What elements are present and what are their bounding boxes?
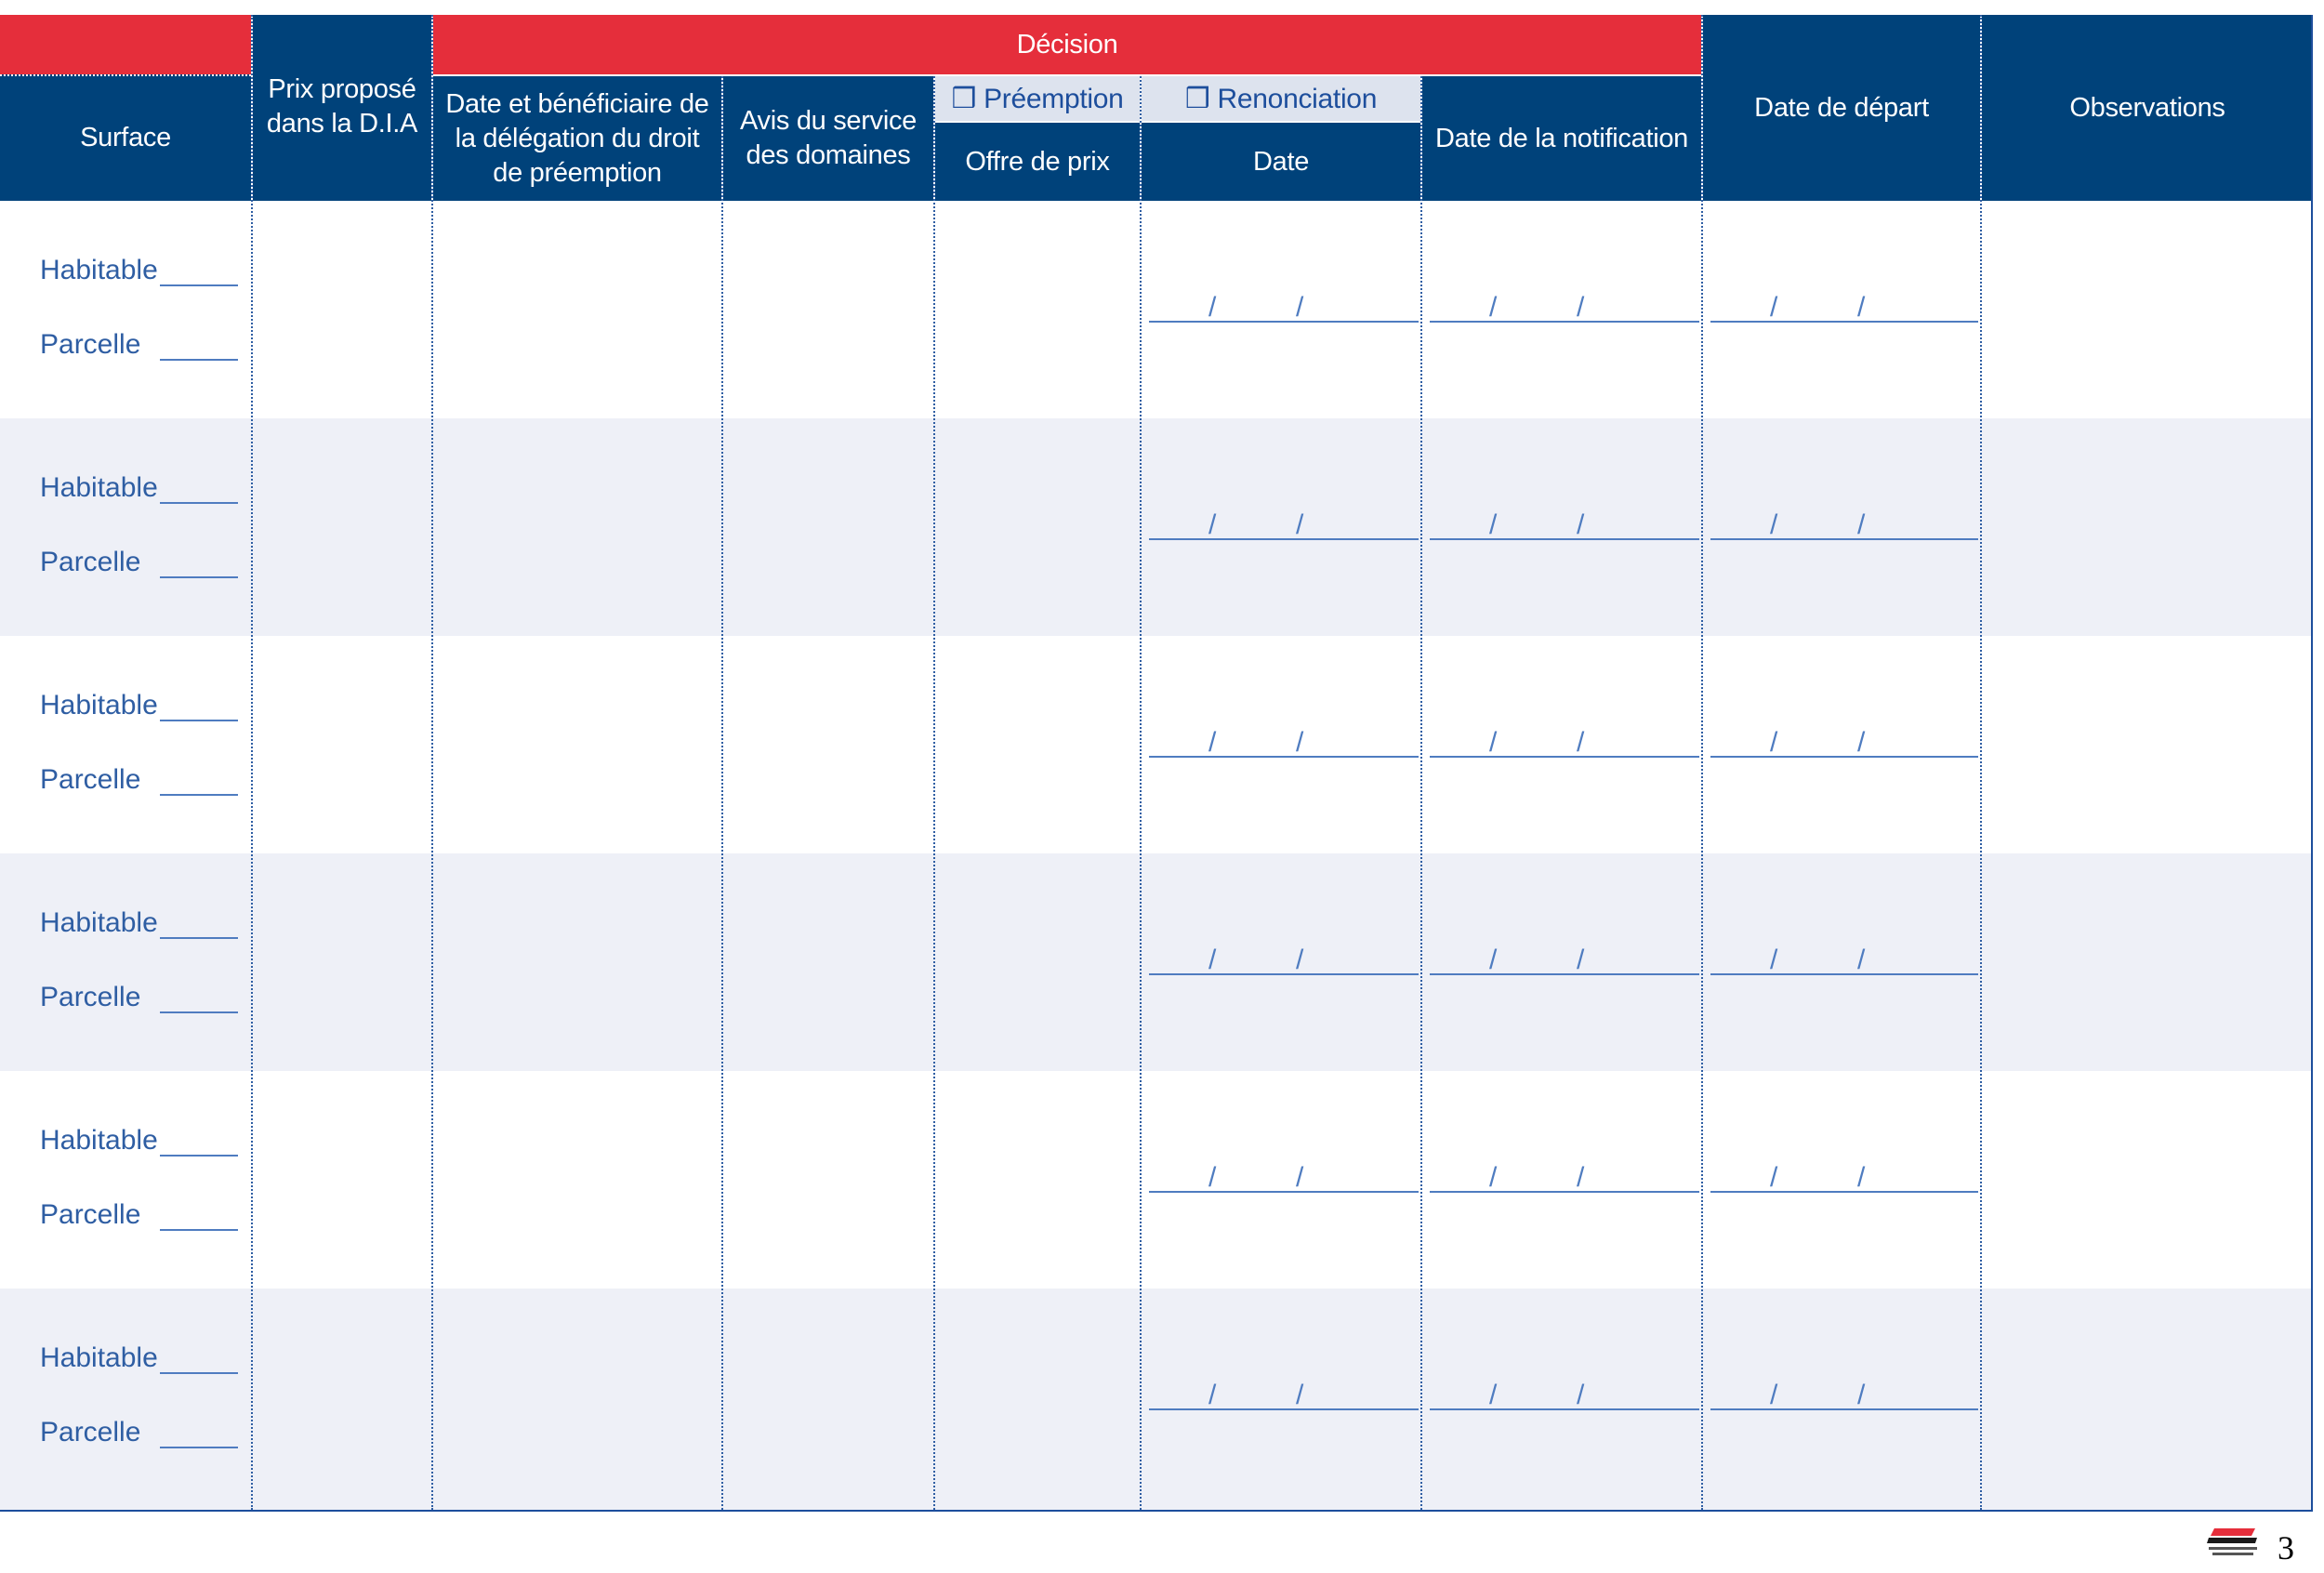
date-separators: / <box>1577 292 1585 323</box>
header-date <box>1142 123 1420 201</box>
column-divider <box>1140 76 1142 1510</box>
table-row <box>0 1071 2313 1289</box>
date-separators: / <box>1208 292 1217 323</box>
header-offre-label: Offre de prix <box>965 146 1110 177</box>
table-row <box>0 1289 2313 1510</box>
header-avis <box>723 76 933 201</box>
header-preemption-label: ❒ Préemption <box>951 83 1124 114</box>
header-date-label: Date <box>1252 146 1310 177</box>
date-separators: / <box>1489 1380 1498 1410</box>
depart-blank[interactable] <box>1710 973 1978 975</box>
date-separators: / <box>1296 945 1304 975</box>
habitable-label: Habitable <box>40 690 158 720</box>
date-separators: / <box>1770 1380 1778 1410</box>
header-date-beneficiaire <box>433 76 721 201</box>
column-divider <box>721 76 723 1510</box>
header-separator <box>433 74 1701 76</box>
notification-blank[interactable] <box>1430 1191 1699 1193</box>
depart-blank[interactable] <box>1710 1408 1978 1410</box>
depart-blank[interactable] <box>1710 756 1978 758</box>
date-separators: / <box>1208 1380 1217 1410</box>
date-separators: / <box>1770 727 1778 758</box>
date-separators: / <box>1208 1162 1217 1193</box>
notification-blank[interactable] <box>1430 973 1699 975</box>
habitable-blank[interactable] <box>160 720 238 721</box>
date-separators: / <box>1208 509 1217 540</box>
date-separators: / <box>1857 727 1866 758</box>
date-separators: / <box>1208 945 1217 975</box>
date-blank[interactable] <box>1149 973 1419 975</box>
date-separators: / <box>1296 1380 1304 1410</box>
habitable-blank[interactable] <box>160 284 238 286</box>
depart-blank[interactable] <box>1710 538 1978 540</box>
parcelle-blank[interactable] <box>160 576 238 578</box>
header-offre <box>935 123 1140 201</box>
surface-red-strip <box>0 15 251 74</box>
header-observations <box>1982 15 2313 201</box>
table-row <box>0 853 2313 1071</box>
header-preemption <box>935 76 1140 121</box>
date-separators: / <box>1770 509 1778 540</box>
habitable-blank[interactable] <box>160 502 238 504</box>
date-blank[interactable] <box>1149 321 1419 323</box>
header-prix <box>253 15 431 201</box>
header-depart-label: Date de départ <box>1754 92 1929 123</box>
date-separators: / <box>1770 945 1778 975</box>
parcelle-label: Parcelle <box>40 1199 141 1230</box>
date-blank[interactable] <box>1149 1191 1419 1193</box>
date-separators: / <box>1208 727 1217 758</box>
date-separators: / <box>1489 945 1498 975</box>
header-decision <box>433 15 1701 74</box>
header-observations-label: Observations <box>2069 92 2225 123</box>
header-depart <box>1703 15 1980 201</box>
habitable-label: Habitable <box>40 907 158 938</box>
notification-blank[interactable] <box>1430 756 1699 758</box>
header-notification <box>1422 76 1701 201</box>
date-blank[interactable] <box>1149 538 1419 540</box>
date-separators: / <box>1770 1162 1778 1193</box>
date-separators: / <box>1857 1162 1866 1193</box>
parcelle-label: Parcelle <box>40 1417 141 1447</box>
header-decision-label: Décision <box>1016 29 1118 59</box>
parcelle-blank[interactable] <box>160 359 238 361</box>
column-divider <box>933 76 935 1510</box>
column-divider <box>1701 15 1703 1510</box>
date-separators: / <box>1489 727 1498 758</box>
parcelle-blank[interactable] <box>160 1447 238 1448</box>
date-separators: / <box>1489 292 1498 323</box>
date-separators: / <box>1857 1380 1866 1410</box>
page-number: 3 <box>2278 1529 2294 1566</box>
header-avis-label: Avis du service des domaines <box>740 106 917 170</box>
date-separators: / <box>1577 1380 1585 1410</box>
habitable-blank[interactable] <box>160 1155 238 1157</box>
date-separators: / <box>1857 292 1866 323</box>
date-separators: / <box>1296 509 1304 540</box>
parcelle-label: Parcelle <box>40 982 141 1012</box>
table-row <box>0 418 2313 636</box>
table-right-border <box>2311 15 2313 1512</box>
column-divider <box>1420 76 1422 1510</box>
habitable-label: Habitable <box>40 1125 158 1156</box>
date-separators: / <box>1770 292 1778 323</box>
date-blank[interactable] <box>1149 756 1419 758</box>
date-separators: / <box>1489 1162 1498 1193</box>
header-date-beneficiaire-label: Date et bénéficiaire de la délégation du droit de préemption <box>445 88 709 188</box>
header-separator <box>0 74 251 76</box>
habitable-label: Habitable <box>40 255 158 285</box>
column-divider <box>1980 15 1982 1510</box>
date-separators: / <box>1577 509 1585 540</box>
header-prix-label: Prix proposé dans la D.I.A <box>266 74 418 139</box>
collectivites-equipements-logo <box>2203 1525 2263 1562</box>
notification-blank[interactable] <box>1430 1408 1699 1410</box>
depart-blank[interactable] <box>1710 1191 1978 1193</box>
notification-blank[interactable] <box>1430 538 1699 540</box>
date-separators: / <box>1577 945 1585 975</box>
header-notification-label: Date de la notification <box>1435 123 1688 153</box>
date-separators: / <box>1857 509 1866 540</box>
date-separators: / <box>1296 292 1304 323</box>
header-renonciation <box>1142 76 1420 121</box>
column-divider <box>431 15 433 1510</box>
header-surface <box>0 74 251 201</box>
parcelle-label: Parcelle <box>40 764 141 795</box>
table-row <box>0 636 2313 853</box>
notification-blank[interactable] <box>1430 321 1699 323</box>
habitable-label: Habitable <box>40 1342 158 1373</box>
date-separators: / <box>1577 727 1585 758</box>
table-bottom-border <box>0 1510 2313 1512</box>
parcelle-label: Parcelle <box>40 547 141 577</box>
date-separators: / <box>1296 727 1304 758</box>
table-row <box>0 201 2313 418</box>
date-separators: / <box>1489 509 1498 540</box>
parcelle-blank[interactable] <box>160 1229 238 1231</box>
parcelle-blank[interactable] <box>160 1011 238 1013</box>
habitable-label: Habitable <box>40 472 158 503</box>
header-separator <box>935 121 1420 123</box>
depart-blank[interactable] <box>1710 321 1978 323</box>
header-surface-label: Surface <box>80 122 171 152</box>
habitable-blank[interactable] <box>160 937 238 939</box>
date-blank[interactable] <box>1149 1408 1419 1410</box>
parcelle-label: Parcelle <box>40 329 141 360</box>
column-divider <box>251 15 253 1510</box>
date-separators: / <box>1296 1162 1304 1193</box>
date-separators: / <box>1857 945 1866 975</box>
parcelle-blank[interactable] <box>160 794 238 796</box>
habitable-blank[interactable] <box>160 1372 238 1374</box>
header-renonciation-label: ❒ Renonciation <box>1184 83 1378 114</box>
date-separators: / <box>1577 1162 1585 1193</box>
